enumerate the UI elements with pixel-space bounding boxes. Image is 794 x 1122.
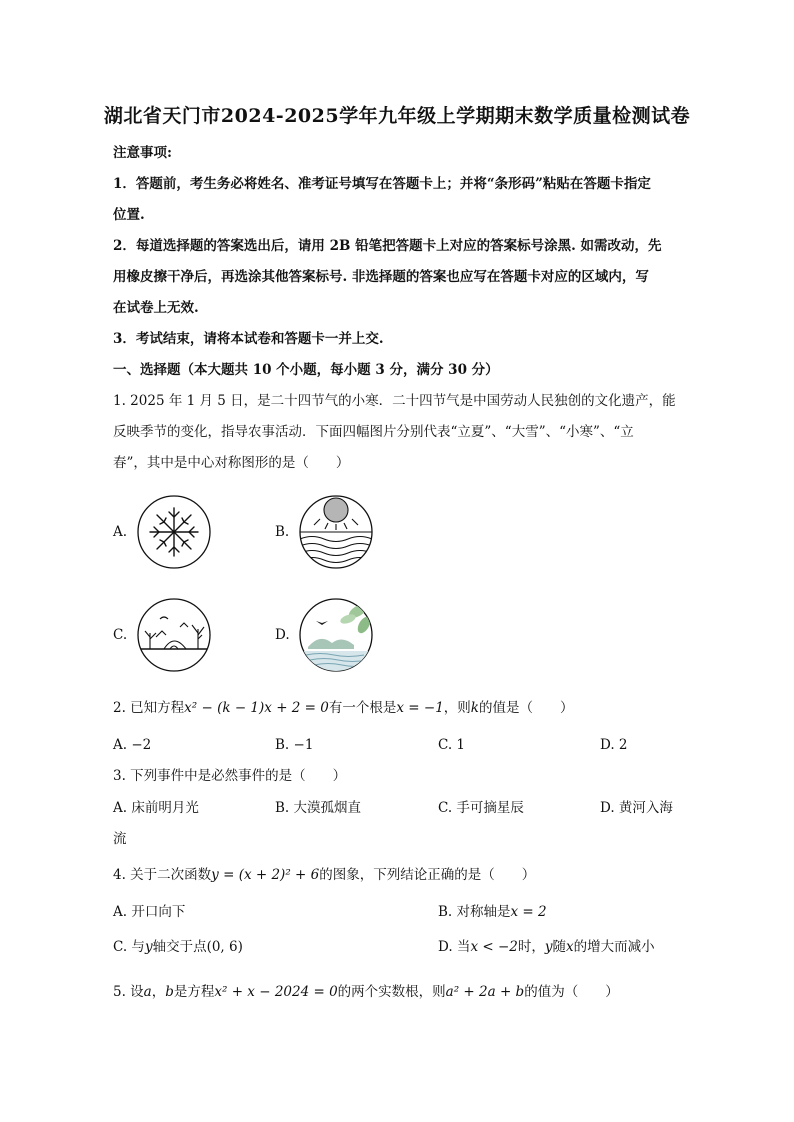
q2-stem-prefix: 2. 已知方程 (113, 700, 185, 716)
q5-variable-b: b (165, 984, 174, 1000)
q5-expression: a² + 2a + b (445, 984, 525, 1000)
q4-option-d-x: x (566, 939, 574, 955)
q3-stem: 3. 下列事件中是必然事件的是（ ） (113, 768, 347, 784)
q2-option-c: C. 1 (438, 737, 466, 753)
q4-option-d-prefix: D. 当 (438, 939, 471, 955)
q5-equation: x² + x − 2024 = 0 (214, 984, 338, 1000)
q4-option-d-mid2: 随 (552, 939, 566, 955)
notice-item-2-line-2: 用橡皮擦干净后，再选涂其他答案标号. 非选择题的答案也应写在答题卡对应的区域内，写 (113, 269, 649, 285)
q5-stem (113, 982, 619, 1002)
section-heading: 一、选择题（本大题共 10 个小题，每小题 3 分，满分 30 分） (113, 362, 499, 378)
q4-option-c-mid: 轴交于点 (152, 939, 207, 955)
notice-item-2-line-1: 2．每道选择题的答案选出后，请用 2B 铅笔把答题卡上对应的答案标号涂黑. 如需改动，先 (113, 238, 662, 254)
q4-stem-prefix: 4. 关于二次函数 (113, 867, 212, 883)
q4-option-c-y: y (144, 939, 153, 955)
page-title: 湖北省天门市2024-2025学年九年级上学期期末数学质量检测试卷 (103, 105, 691, 127)
sunrise-waves-icon (298, 494, 374, 570)
q4-option-a: A. 开口向下 (113, 904, 186, 920)
q1-option-d-label: D. (275, 627, 290, 643)
q4-option-c-point: (0, 6) (206, 939, 243, 955)
q1-stem-line-2: 反映季节的变化，指导农事活动．下面四幅图片分别代表“立夏”、“大雪”、“小寒”、“立 (113, 424, 634, 440)
q4-stem (113, 865, 535, 885)
q5-stem-mid2: 的两个实数根，则 (337, 984, 446, 1000)
q2-stem-post: ，则 (443, 700, 471, 716)
q2-option-b: B. −1 (275, 737, 314, 753)
q4-option-b (438, 902, 547, 922)
q4-option-b-equation: x = 2 (510, 904, 547, 920)
q3-option-c: C. 手可摘星辰 (438, 800, 524, 816)
q4-option-b-text: B. 对称轴是 (438, 904, 511, 920)
q1-option-c-label: C. (113, 627, 128, 643)
q4-option-c (113, 937, 243, 957)
q2-option-d: D. 2 (600, 737, 628, 753)
q4-stem-post: 的图象，下列结论正确的是（ ） (319, 867, 536, 883)
q2-stem-end: 的值是（ ） (478, 700, 574, 716)
q4-option-d-y: y (544, 939, 553, 955)
q5-stem-end: 的值为（ ） (524, 984, 619, 1000)
notice-item-1-line-1: 1．答题前，考生务必将姓名、准考证号填写在答题卡上；并将“条形码”粘贴在答题卡指定 (113, 176, 651, 192)
q2-option-a: A. −2 (113, 737, 152, 753)
q2-equation: x² − (k − 1)x + 2 = 0 (184, 700, 329, 716)
q5-comma: ， (151, 984, 166, 1000)
q2-stem (113, 698, 573, 718)
winter-house-icon (136, 597, 212, 673)
notice-item-2-line-3: 在试卷上无效. (113, 300, 199, 316)
q2-root: x = −1 (396, 700, 444, 716)
notice-item-3: 3．考试结束，请将本试卷和答题卡一并上交. (113, 331, 384, 347)
q3-option-d: D. 黄河入海 (600, 800, 673, 816)
spring-landscape-icon (298, 597, 374, 673)
q2-variable-k: k (470, 700, 479, 716)
q4-option-d-end: 的增大而减小 (573, 939, 655, 955)
q5-variable-a: a (143, 984, 152, 1000)
q5-stem-prefix: 5. 设 (113, 984, 144, 1000)
notice-heading: 注意事项: (113, 145, 172, 161)
q3-option-a: A. 床前明月光 (113, 800, 199, 816)
q5-stem-mid: 是方程 (173, 984, 215, 1000)
q3-option-b: B. 大漠孤烟直 (275, 800, 362, 816)
q1-stem-line-3: 春”，其中是中心对称图形的是（ ） (113, 455, 350, 471)
q4-function: y = (x + 2)² + 6 (211, 867, 320, 883)
q4-option-c-prefix: C. 与 (113, 939, 145, 955)
q4-option-d-mid: 时， (517, 939, 545, 955)
q2-stem-mid: 有一个根是 (328, 700, 397, 716)
q3-option-d-continued: 流 (113, 831, 127, 847)
q4-option-d (438, 937, 655, 957)
q4-option-d-condition: x < −2 (470, 939, 518, 955)
notice-item-1-line-2: 位置. (113, 207, 145, 223)
q1-option-a-label: A. (113, 524, 128, 540)
q1-option-b-label: B. (275, 524, 290, 540)
q1-stem-line-1: 1. 2025 年 1 月 5 日，是二十四节气的小寒．二十四节气是中国劳动人民独创的文化遗产，能 (113, 393, 676, 409)
snowflake-icon (136, 494, 212, 570)
